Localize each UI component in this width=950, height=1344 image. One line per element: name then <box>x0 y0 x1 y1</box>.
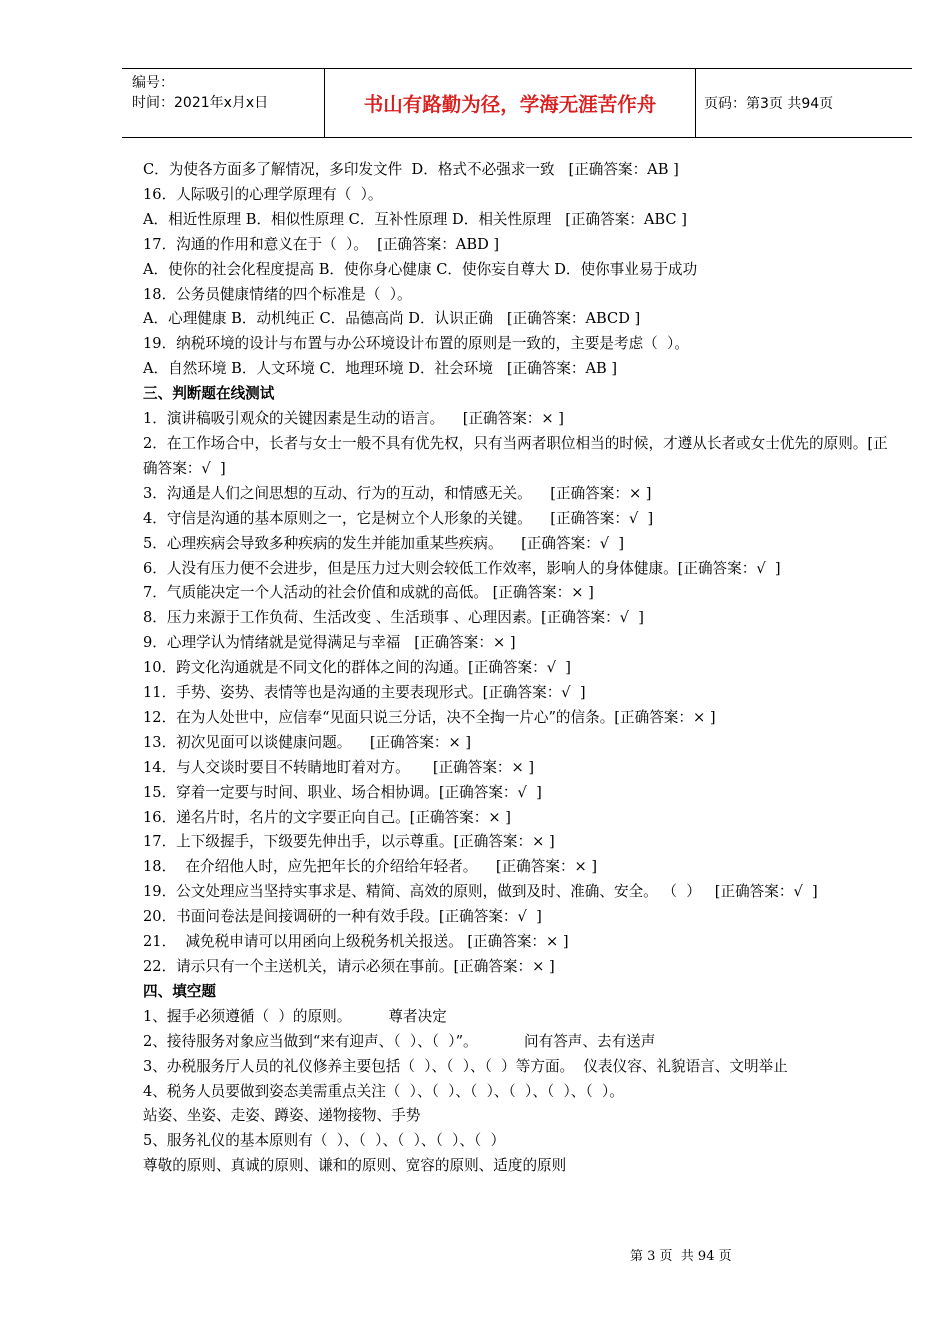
text-line: 12．在为人处世中，应信奉“见面只说三分话，决不全掏一片心”的信条。[正确答案：× ] <box>143 708 716 726</box>
section-heading: 三、判断题在线测试 <box>143 385 275 403</box>
text-line: 站姿、坐姿、走姿、蹲姿、递物接物、手势 <box>143 1107 421 1125</box>
text-line: 1．演讲稿吸引观众的关键因素是生动的语言。 [正确答案：× ] <box>143 410 564 428</box>
header-meta <box>122 69 324 137</box>
text-line: A．使你的社会化程度提高 B．使你身心健康 C．使你妄自尊大 D．使你事业易于成功 <box>143 260 698 278</box>
text-line: 16．人际吸引的心理学原理有（ ）。 <box>143 185 383 203</box>
text-line: 21． 减免税申请可以用函向上级税务机关报送。 [正确答案：× ] <box>143 933 569 951</box>
document-body <box>143 158 893 1179</box>
text-line: 18．公务员健康情绪的四个标准是（ ）。 <box>143 285 412 303</box>
header-motto: 书山有路勤为径，学海无涯苦作舟 <box>324 69 696 137</box>
text-line: 13．初次见面可以谈健康问题。 [正确答案：× ] <box>143 733 472 751</box>
serial-number-label: 编号： <box>132 75 174 91</box>
time-label: 时间：2021年x月x日 <box>132 95 269 111</box>
text-line: 17．上下级握手，下级要先伸出手，以示尊重。[正确答案：× ] <box>143 833 555 851</box>
text-line: 18． 在介绍他人时，应先把年长的介绍给年轻者。 [正确答案：× ] <box>143 858 598 876</box>
text-line: 9．心理学认为情绪就是觉得满足与幸福 [正确答案：× ] <box>143 634 516 652</box>
text-line: 14．与人交谈时要目不转睛地盯着对方。 [正确答案：× ] <box>143 758 535 776</box>
text-line: 1、握手必须遵循（ ）的原则。 尊者决定 <box>143 1007 447 1025</box>
text-line: 4．守信是沟通的基本原则之一，它是树立个人形象的关键。 [正确答案：√ ] <box>143 509 654 527</box>
header-page-info: 页码：第3页 共94页 <box>704 96 834 112</box>
text-line: 3．沟通是人们之间思想的互动、行为的互动，和情感无关。 [正确答案：× ] <box>143 484 652 502</box>
text-line: 22．请示只有一个主送机关，请示必须在事前。[正确答案：× ] <box>143 958 555 975</box>
page-footer: 第 3 页 共 94 页 <box>630 1249 732 1264</box>
text-line: 5．心理疾病会导致多种疾病的发生并能加重某些疾病。 [正确答案：√ ] <box>143 534 625 552</box>
page-header <box>122 68 912 138</box>
text-line: A．自然环境 B．人文环境 C．地理环境 D．社会环境 [正确答案：AB ] <box>143 360 618 378</box>
text-line: 20．书面问卷法是间接调研的一种有效手段。[正确答案：√ ] <box>143 908 542 926</box>
text-line: 11．手势、姿势、表情等也是沟通的主要表现形式。[正确答案：√ ] <box>143 684 586 702</box>
text-line: 4、税务人员要做到姿态美需重点关注（ ）、（ ）、（ ）、（ ）、（ ）、（ ）。 <box>143 1082 624 1100</box>
text-line: 16．递名片时，名片的文字要正向自己。[正确答案：× ] <box>143 808 511 826</box>
text-line: 8．压力来源于工作负荷、生活改变 、生活琐事 、心理因素。[正确答案：√ ] <box>143 609 644 627</box>
section-heading: 四、填空题 <box>143 982 216 1000</box>
text-line: 5、服务礼仪的基本原则有（ ）、（ ）、（ ）、（ ）、（ ） <box>143 1132 506 1150</box>
text-line: 6．人没有压力便不会进步，但是压力过大则会较低工作效率，影响人的身体健康。[正确答案：√ ] <box>143 559 781 577</box>
text-line: 2．在工作场合中，长者与女士一般不具有优先权，只有当两者职位相当的时候，才遵从长者或女士优先的原则。[正确答案：√ ] <box>143 434 888 477</box>
text-line: 10．跨文化沟通就是不同文化的群体之间的沟通。[正确答案：√ ] <box>143 659 571 677</box>
text-line: 3、办税服务厅人员的礼仪修养主要包括（ ）、（ ）、（ ）等方面。 仪表仪容、礼貌语言、文明举止 <box>143 1057 788 1075</box>
text-line: A．心理健康 B．动机纯正 C．品德高尚 D．认识正确 [正确答案：ABCD ] <box>143 310 641 328</box>
text-line: 19．纳税环境的设计与布置与办公环境设计布置的原则是一致的，主要是考虑（ ）。 <box>143 335 689 353</box>
text-line: 7．气质能决定一个人活动的社会价值和成就的高低。 [正确答案：× ] <box>143 584 594 602</box>
text-line: 2、接待服务对象应当做到“来有迎声、（ ）、（ ）”。 问有答声、去有送声 <box>143 1032 656 1050</box>
text-line: C．为使各方面多了解情况，多印发文件 D．格式不必强求一致 [正确答案：AB ] <box>143 161 679 178</box>
text-line: 15．穿着一定要与时间、职业、场合相协调。[正确答案：√ ] <box>143 783 542 801</box>
text-line: A．相近性原理 B．相似性原理 C．互补性原理 D．相关性原理 [正确答案：ABC ] <box>143 210 687 228</box>
text-line: 尊敬的原则、真诚的原则、谦和的原则、宽容的原则、适度的原则 <box>143 1157 567 1175</box>
text-line: 19．公文处理应当坚持实事求是、精简、高效的原则，做到及时、准确、安全。 （ ） [正确答案：√ ] <box>143 883 818 901</box>
text-line: 17．沟通的作用和意义在于（ ）。 [正确答案：ABD ] <box>143 235 500 253</box>
